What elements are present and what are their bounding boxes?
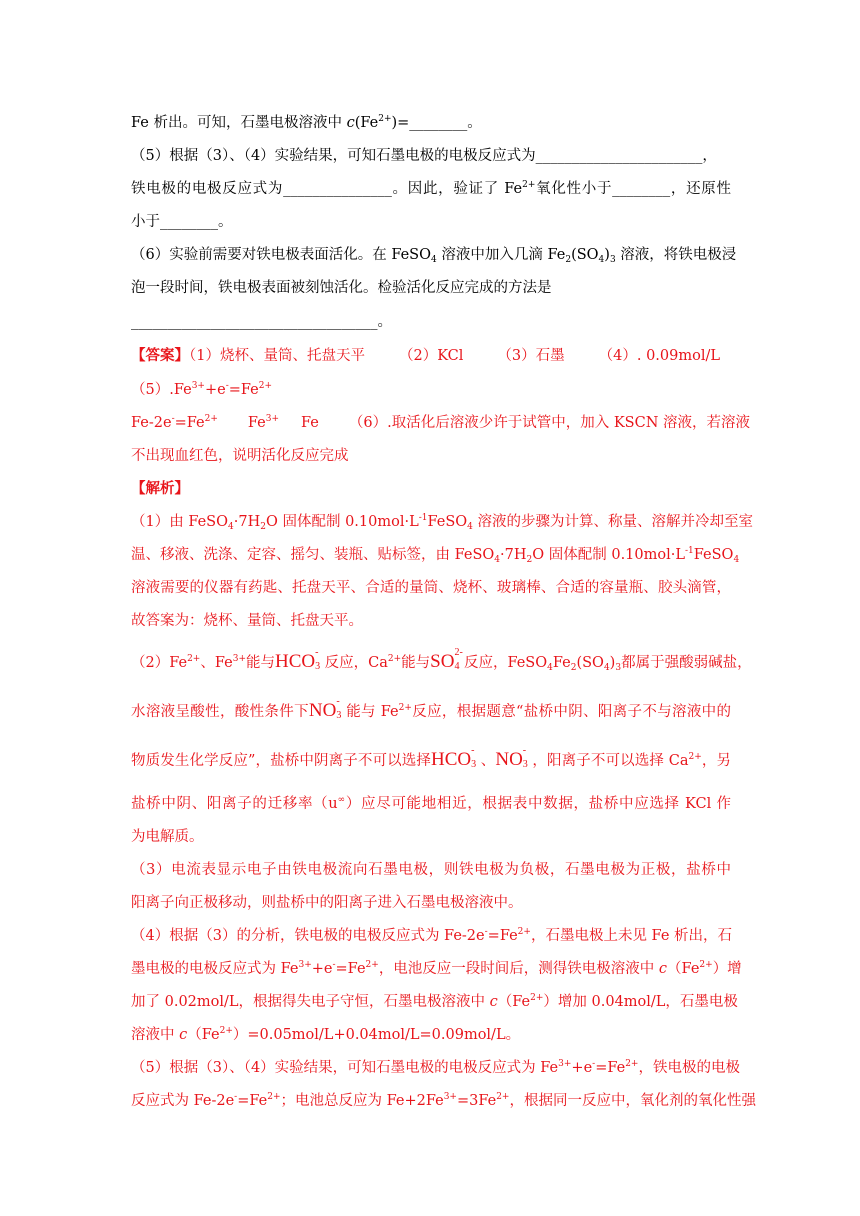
answer-line-4: 不出现血红色，说明活化反应完成 (131, 448, 349, 464)
bicarbonate-ion: HCO - 3 (275, 647, 321, 672)
analysis-4-line-3: 加了 0.02mol/L，根据得失电子守恒，石墨电极溶液中 $c(Fe^{2+})$增加 0.04mol/L，石墨电极 (131, 993, 738, 1010)
analysis-1-line-1: （1）由 $FeSO_4\cdot 7H_2O$ 固体配制 $0.10mol\cdot L^{-1}FeSO_4$ 溶液的步骤为计算、称量、溶解并冷却至室 (131, 513, 754, 532)
analysis-4-line-2: 墨电极的电极反应式为 $Fe^{3+}+e^-=Fe^{2+}$，电池反应一段时间后，测得铁电极溶液中 $c(Fe^{2+})$增 (131, 960, 742, 977)
analysis-2-line-1: $(2)Fe^{2+}$、$Fe^{3+}$能与HCO - 3 反应，$Ca^{2+}$能与SO 2- 4 反应，$FeSO_4Fe_2(SO_4)_3$都属于强酸弱碱盐， (131, 647, 752, 673)
analysis-1-line-3: 溶液需要的仪器有药匙、托盘天平、合适的量筒、烧杯、玻璃棒、合适的容量瓶、胶头滴管， (131, 580, 731, 596)
analysis-1-line-2: 温、移液、洗涤、定容、摇匀、装瓶、贴标签，由 $FeSO_4\cdot 7H_2O$ 固体配制 $0.10mol\cdot L^{-1}FeSO_4$ (131, 546, 740, 565)
analysis-5-line-1: （5）根据（3）、（4）实验结果，可知石墨电极的电极反应式为 $Fe^{3+}+e^-=Fe^{2+}$，铁电极的电极 (131, 1059, 740, 1076)
question-5-line-1: （5）根据（3）、（4）实验结果，可知石墨电极的电极反应式为_______________________， (131, 148, 717, 164)
bicarbonate-ion: HCO - 3 (430, 745, 477, 770)
question-6-line-2: 泡一段时间，铁电极表面被刻蚀活化。检验活化反应完成的方法是 (131, 280, 552, 296)
question-5-line-2: 铁电极的电极反应式为_______________。因此，验证了 $Fe^{2+}$氧化性小于________，还原性 (131, 180, 731, 197)
sulfate-ion: SO 2- 4 (430, 647, 463, 672)
analysis-4-line-1: （4）根据（3）的分析，铁电极的电极反应式为 $Fe-2e^-=Fe^{2+}$，石墨电极上未见 Fe 析出，石 (131, 927, 733, 944)
answer-line-3: $Fe-2e^-=Fe^{2+}$ $Fe^{3+}$ Fe （6）.取活化后溶液少许于试管中，加入 KSCN 溶液，若溶液 (131, 414, 750, 431)
question-6-line-1: （6）实验前需要对铁电极表面活化。在 FeSO$_4$ 溶液中加入几滴 $Fe_2(SO_4)_3$ 溶液，将铁电极浸 (131, 247, 737, 265)
answer-line-2: $(5).Fe^{3+}+e^-=Fe^{2+}$ (131, 381, 273, 398)
analysis-2-line-2: 水溶液呈酸性，酸性条件下NO - 3 能与 $Fe^{2+}$反应，根据题意“盐桥中阴、阳离子不与溶液中的 (131, 696, 731, 721)
analysis-label: 【解析】 (131, 480, 189, 497)
question-4-tail: Fe 析出。可知，石墨电极溶液中 $c(Fe^{2+})=\_\_\_\_\_\_\_\_$。 (131, 114, 482, 131)
analysis-5-line-2: 反应式为 $Fe-2e^-=Fe^{2+}$；电池总反应为 $Fe+2Fe^{3+}=3Fe^{2+}$，根据同一反应中，氧化剂的氧化性强 (131, 1092, 756, 1109)
analysis-3-line-2: 阳离子向正极移动，则盐桥中的阳离子进入石墨电极溶液中。 (131, 895, 523, 911)
question-6-line-3: __________________________________。 (131, 314, 392, 330)
analysis-2-line-4: 盐桥中阴、阳离子的迁移率（u∞）应尽可能地相近，根据表中数据，盐桥中应选择 KCl 作 (131, 795, 731, 812)
analysis-2-line-5: 为电解质。 (131, 829, 204, 845)
nitrate-ion: NO - 3 (495, 745, 528, 770)
nitrate-ion: NO - 3 (308, 696, 342, 721)
answer-label: 【答案】 (131, 347, 189, 364)
analysis-3-line-1: （3）电流表显示电子由铁电极流向石墨电极，则铁电极为负极，石墨电极为正极，盐桥中 (131, 862, 731, 878)
analysis-1-line-4: 故答案为：烧杯、量筒、托盘天平。 (131, 613, 363, 629)
analysis-4-line-4: 溶液中 $c(Fe^{2+})=0.05mol/L+0.04mol/L=0.09mol/L$。 (131, 1026, 521, 1043)
question-5-line-3: 小于________。 (131, 214, 233, 230)
answer-line-1: 【答案】（1）烧杯、量筒、托盘天平 （2）KCl （3）石墨 （4）. 0.09mol/L (131, 347, 720, 364)
analysis-2-line-3: 物质发生化学反应”，盐桥中阴离子不可以选择HCO - 3 、NO - 3 ，阳离子不可以选择 $Ca^{2+}$，另 (131, 745, 732, 770)
